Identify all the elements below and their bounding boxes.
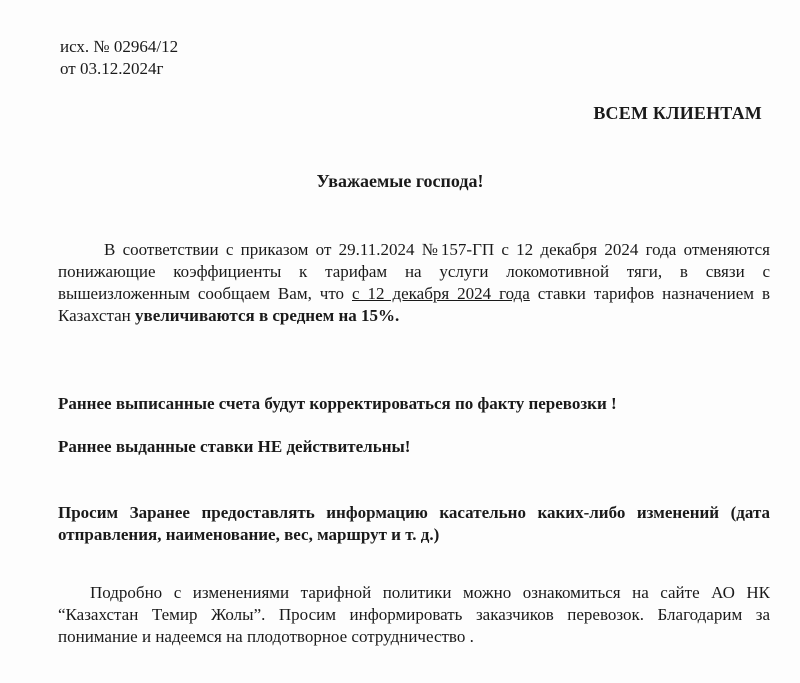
closing-paragraph	[58, 582, 770, 648]
increase-statement: увеличиваются в среднем на 15%.	[135, 306, 400, 325]
reference-block	[60, 36, 178, 80]
request-paragraph: Просим Заранее предоставлять информацию касательно каких-либо изменений (дата отправления, наименование, вес, маршрут и т. д.)	[58, 503, 770, 544]
reference-date: от 03.12.2024г	[60, 59, 164, 78]
greeting: Уважаемые господа!	[316, 171, 484, 191]
notice-rates: Раннее выданные ставки НЕ действительны!	[58, 437, 411, 456]
addressee: ВСЕМ КЛИЕНТАМ	[593, 103, 762, 123]
main-paragraph-text-2: ставки тарифов назначением в Казахстан	[58, 284, 771, 325]
main-paragraph-text-1: В соответствии с приказом от 29.11.2024 №157-ГП с 12 декабря 2024 года отменяются понижающие коэффициенты к тарифам на услуги локомотивной тяги, в связи с вышеизложенным сообщаем Вам, что	[58, 240, 770, 303]
reference-number: исх. № 02964/12	[60, 37, 179, 56]
notice-invoices: Раннее выписанные счета будут корректироваться по факту перевозки !	[58, 394, 617, 413]
effective-date: с 12 декабря 2024 года	[352, 284, 530, 303]
closing-text: Подробно с изменениями тарифной политики можно ознакомиться на сайте АО НК “Казахстан Темир Жолы”. Просим информировать заказчиков перевозок. Благодарим за понимание и надеемся на плодотворное сотрудничество .	[58, 583, 770, 646]
main-paragraph	[58, 239, 770, 327]
